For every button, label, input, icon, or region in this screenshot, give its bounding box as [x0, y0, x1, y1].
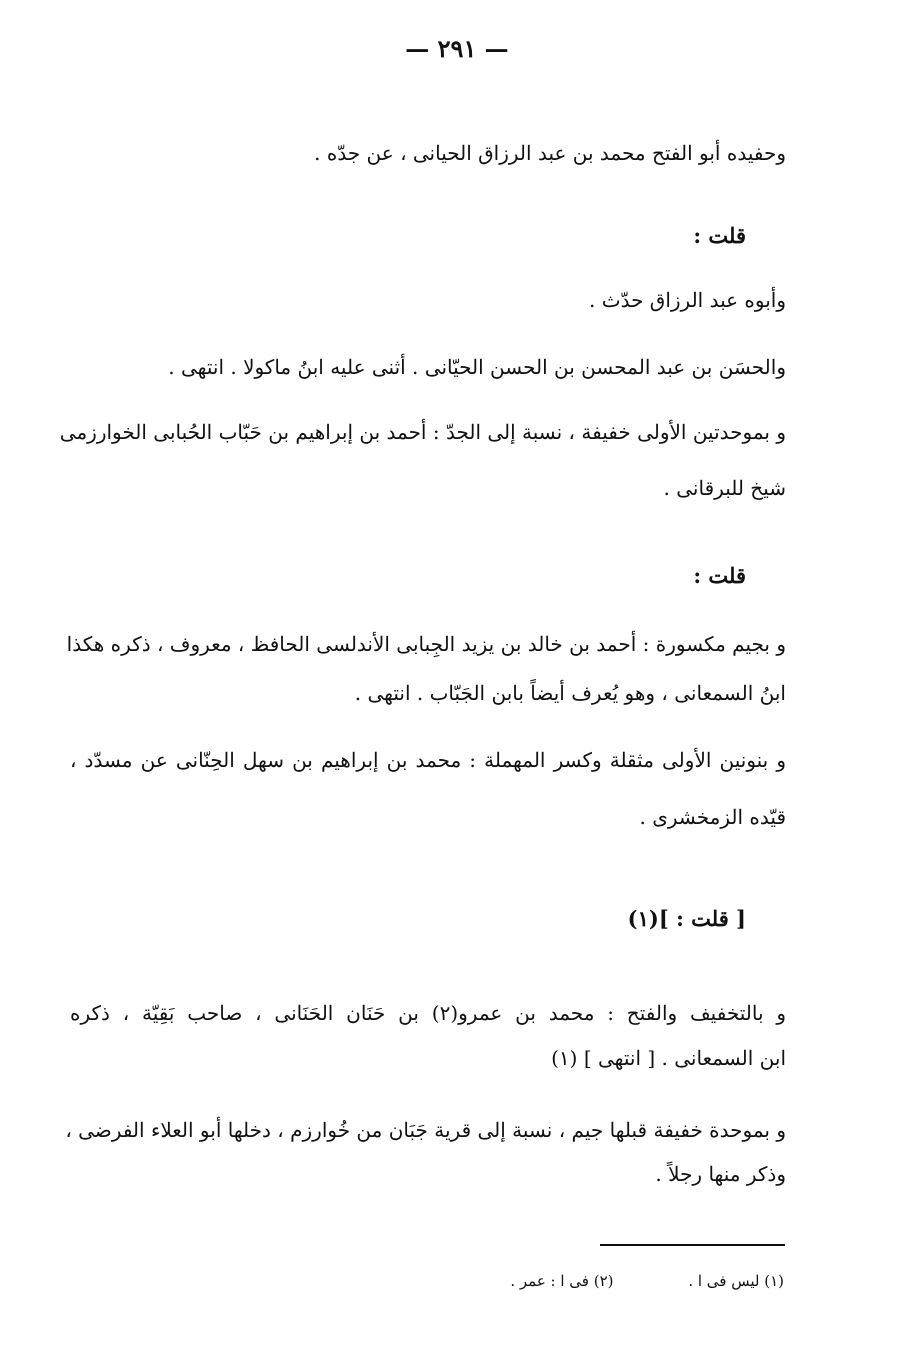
section-heading: قلت :: [693, 563, 746, 588]
text-line: وحفيده أبو الفتح محمد بن عبد الرزاق الحيانى ، عن جدّه .: [314, 141, 786, 165]
text-line: شيخ للبرقانى .: [663, 476, 786, 500]
page-number: — ٢٩١ —: [405, 34, 509, 63]
text-line: و بنونين الأولى مثقلة وكسر المهملة : محمد بن إبراهيم بن سهل الحِنّانى عن مسدّد ،: [70, 748, 786, 772]
text-line: ابنُ السمعانى ، وهو يُعرف أيضاً بابن الجَبّاب . انتهى .: [354, 681, 786, 705]
footnote-divider: [600, 1244, 785, 1246]
text-line: ابن السمعانى . [ انتهى ] (١): [551, 1046, 786, 1070]
section-heading: [ قلت : ](١): [627, 906, 746, 931]
footnote: (٢) فى ا : عمر .: [510, 1272, 614, 1290]
text-line: و بجيم مكسورة : أحمد بن خالد بن يزيد الجِبابى الأندلسى الحافظ ، معروف ، ذكره هكذا: [66, 632, 786, 656]
text-line: و بموحدتين الأولى خفيفة ، نسبة إلى الجدّ : أحمد بن إبراهيم بن حَبّاب الحُبابى الخوارزمى: [59, 420, 786, 444]
text-line: قيّده الزمخشرى .: [639, 805, 786, 829]
text-line: وذكر منها رجلاً .: [655, 1162, 786, 1186]
footnotes: [510, 1272, 784, 1290]
text-line: و بالتخفيف والفتح : محمد بن عمرو(٢) بن حَنَان الحَنَانى ، صاحب بَقِيّة ، ذكره: [70, 1001, 786, 1025]
text-line: وأبوه عبد الرزاق حدّث .: [589, 288, 786, 312]
text-line: و بموحدة خفيفة قبلها جيم ، نسبة إلى قرية جَبَان من خُوارزم ، دخلها أبو العلاء الفرضى ،: [65, 1118, 786, 1142]
section-heading: قلت :: [693, 223, 746, 248]
footnote: (١) ليس فى ا .: [688, 1272, 784, 1290]
text-line: والحسَن بن عبد المحسن بن الحسن الحيّانى . أثنى عليه ابنُ ماكولا . انتهى .: [168, 355, 786, 379]
